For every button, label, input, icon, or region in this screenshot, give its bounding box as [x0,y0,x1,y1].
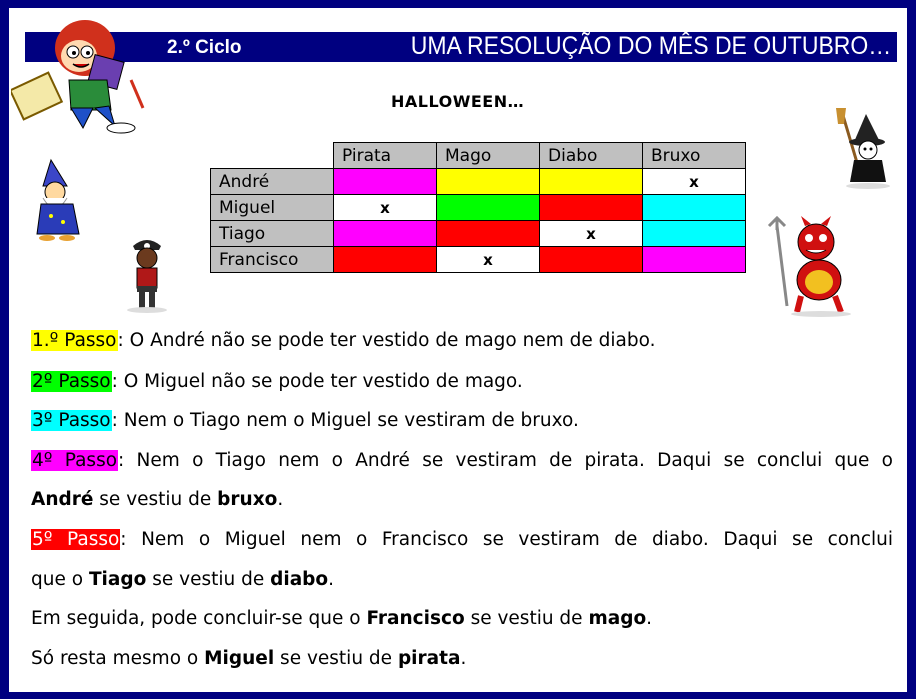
grid-cell [334,169,437,195]
grid-cell: x [437,247,540,273]
conclusion-1-pre: Em seguida, pode concluir-se que o [31,608,367,629]
grid-cell [643,221,746,247]
conclusion-2-pre: Só resta mesmo o [31,648,205,669]
col-header: Bruxo [643,143,746,169]
grid-cell [540,247,643,273]
conclusion-1-mid: se vestiu de [464,608,589,629]
step-3 [31,410,579,431]
step-5-label: 5º Passo [32,529,120,550]
step-5-mid: se vestiu de [146,569,271,590]
row-header: Tiago [211,221,334,247]
grid-cell [643,195,746,221]
step-4-mid: se vestiu de [93,489,218,510]
logic-grid [210,142,746,273]
row-header: André [211,169,334,195]
row-header: Miguel [211,195,334,221]
grid-row [211,221,746,247]
grid-cell [540,169,643,195]
grid-cell [437,169,540,195]
grid-corner [211,143,334,169]
devil-icon [761,216,861,318]
step-5-conclusion [31,569,334,590]
row-header: Francisco [211,247,334,273]
pirate-icon [109,234,185,314]
step-1-text: : O André não se pode ter vestido de mago nem de diabo. [117,330,656,351]
step-4-conclusion [31,489,283,510]
grid-row [211,247,746,273]
grid-cell: x [643,169,746,195]
conclusion-1-item: mago [588,608,647,629]
grid-cell [334,221,437,247]
step-1-label: 1.º Passo [32,330,117,351]
grid-cell: x [540,221,643,247]
conclusion-1-name: Francisco [366,608,465,629]
step-3-label: 3º Passo [32,410,111,431]
step-2 [31,371,523,392]
conclusion-1 [31,608,652,629]
step-5-name: Tiago [88,569,147,590]
subtitle: HALLOWEEN… [391,92,525,111]
conclusion-2 [31,648,466,669]
conclusion-2-name: Miguel [204,648,275,669]
grid-row [211,169,746,195]
cycle-label: 2.º Ciclo [167,37,242,58]
step-5 [31,529,893,550]
grid-cell [643,247,746,273]
step-5-pre: que o [31,569,89,590]
grid-cell [437,221,540,247]
col-header: Pirata [334,143,437,169]
step-4-text: : Nem o Tiago nem o André se vestiram de pirata. Daqui se conclui que o [118,450,893,471]
step-4-label: 4º Passo [32,450,118,471]
conclusion-1-end: . [646,608,653,629]
page-title: UMA RESOLUÇÃO DO MÊS DE OUTUBRO… [410,32,891,60]
step-5-text: : Nem o Miguel nem o Francisco se vestiram de diabo. Daqui se conclui [120,529,894,550]
grid-cell [540,195,643,221]
grid-cell: x [334,195,437,221]
conclusion-2-item: pirata [397,648,461,669]
grid-row [211,195,746,221]
step-4-name: André [31,489,94,510]
conclusion-2-mid: se vestiu de [274,648,398,669]
step-1 [31,330,655,351]
step-4-item: bruxo [217,489,278,510]
conclusion-2-end: . [460,648,467,669]
step-5-item: diabo [270,569,329,590]
grid-cell [437,195,540,221]
step-5-end: . [328,569,335,590]
reading-kid-icon [11,10,151,135]
step-4-end: . [277,489,284,510]
col-header: Mago [437,143,540,169]
witch-icon [824,106,904,192]
step-2-label: 2º Passo [32,371,111,392]
wizard-icon [33,158,89,242]
slide [9,8,907,692]
step-3-text: : Nem o Tiago nem o Miguel se vestiram de bruxo. [111,410,579,431]
col-header: Diabo [540,143,643,169]
grid-header-row [211,143,746,169]
step-2-text: : O Miguel não se pode ter vestido de mago. [111,371,523,392]
step-4 [31,450,893,471]
grid-cell [334,247,437,273]
